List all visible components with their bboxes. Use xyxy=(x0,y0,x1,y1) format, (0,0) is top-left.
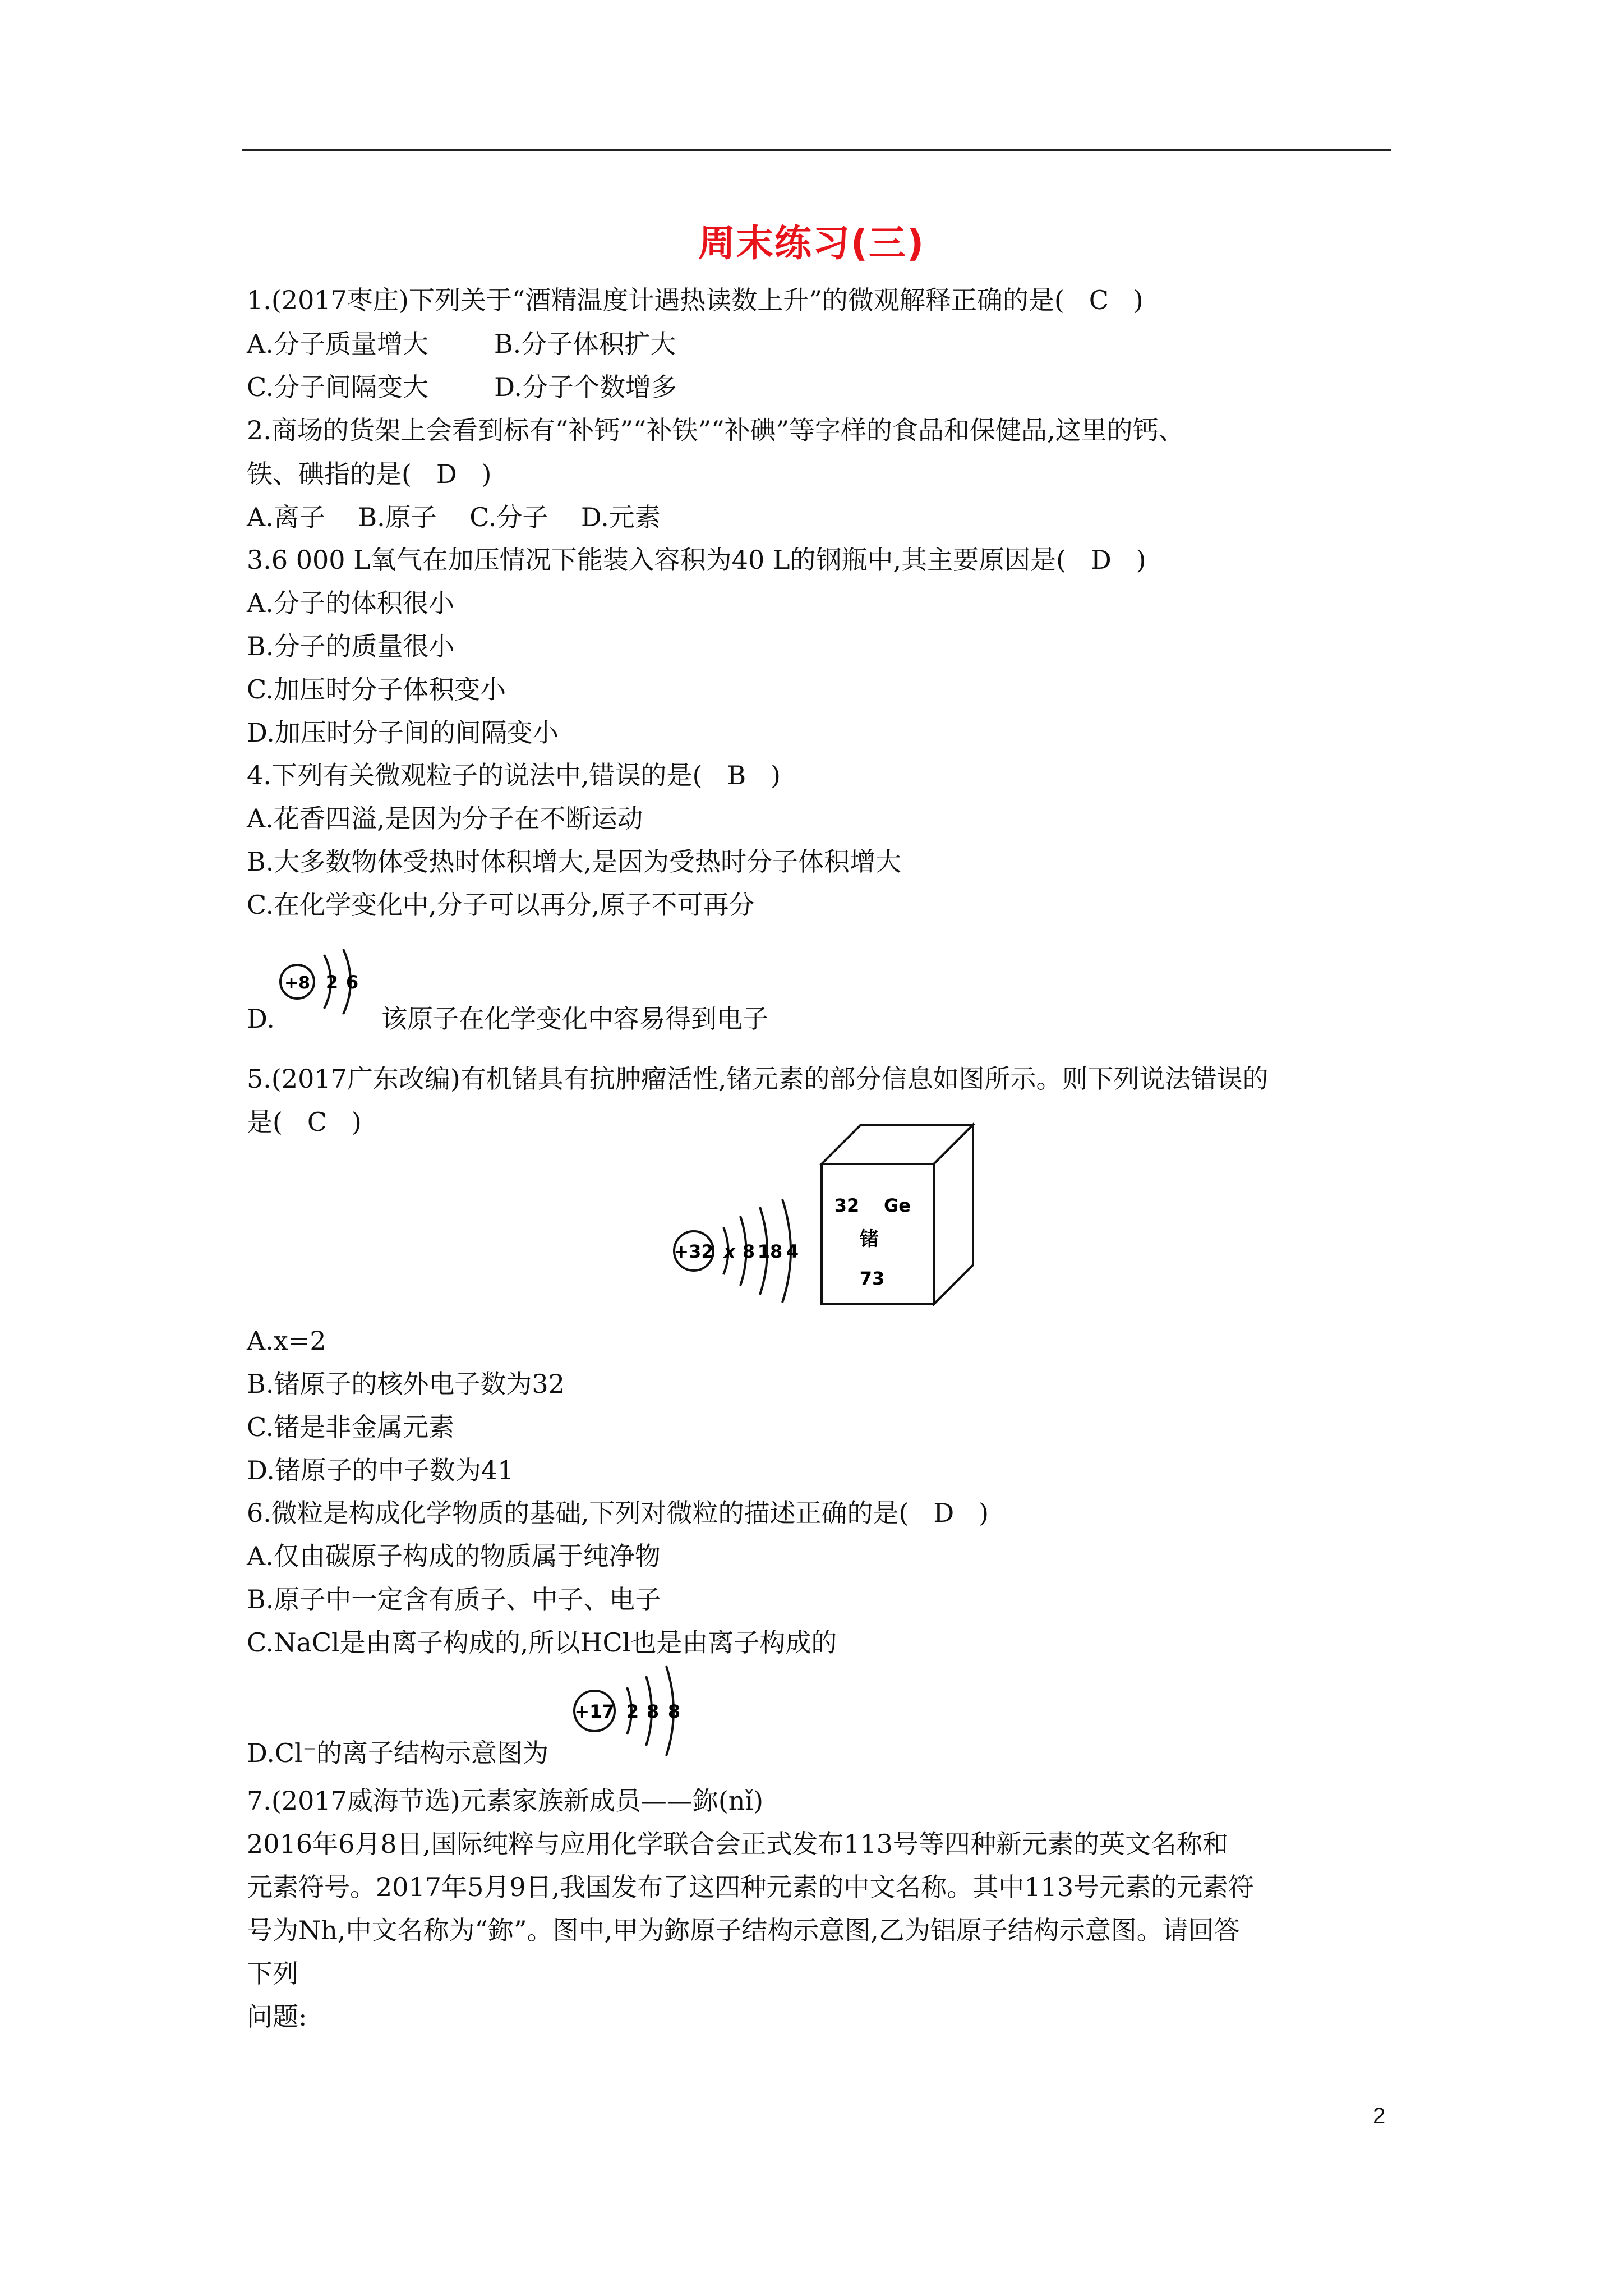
periodic-table-cell xyxy=(813,1116,981,1313)
q7-paragraph-line5: 问题: xyxy=(247,2001,307,2032)
shell-electrons-1: 2 xyxy=(626,1701,639,1722)
q2-options: A.离子 B.原子 C.分子 D.元素 xyxy=(247,502,661,532)
shell-electrons-2: 8 xyxy=(646,1701,660,1722)
q5-option-b: B.锗原子的核外电子数为32 xyxy=(247,1369,565,1399)
cell-side-face xyxy=(934,1125,973,1304)
page-number: 2 xyxy=(1373,2104,1386,2128)
element-name: 锗 xyxy=(860,1228,879,1250)
q4-option-d-text: 该原子在化学变化中容易得到电子 xyxy=(381,1004,768,1034)
shell-electrons-1: x xyxy=(723,1241,736,1262)
shell-electrons-4: 4 xyxy=(786,1241,799,1262)
q3-option-c: C.加压时分子体积变小 xyxy=(247,674,506,705)
q7-paragraph-line3: 号为Nh,中文名称为“鉨”。图中,甲为鉨原子结构示意图,乙为铝原子结构示意图。请回答 xyxy=(247,1915,1240,1945)
q3-stem: 3.6 000 L氧气在加压情况下能装入容积为40 L的钢瓶中,其主要原因是( D ) xyxy=(247,545,1146,575)
q2-stem-line2: 铁、碘指的是( D ) xyxy=(247,459,492,489)
q6-option-a: A.仅由碳原子构成的物质属于纯净物 xyxy=(247,1541,661,1571)
q6-option-d: D.Cl⁻的离子结构示意图为 xyxy=(247,1738,549,1768)
q7-paragraph-line4: 下列 xyxy=(247,1958,298,1989)
q6-option-b: B.原子中一定含有质子、中子、电子 xyxy=(247,1584,661,1614)
q4-option-d-label: D. xyxy=(247,1004,275,1034)
q4-option-a: A.花香四溢,是因为分子在不断运动 xyxy=(247,803,643,834)
shell-electrons-2: 6 xyxy=(345,972,359,993)
shell-electrons-3: 8 xyxy=(667,1701,681,1722)
shell-electrons-3: 18 xyxy=(757,1241,783,1262)
nucleus-charge: +32 xyxy=(674,1241,714,1262)
q1-stem: 1.(2017枣庄)下列关于“酒精温度计遇热读数上升”的微观解释正确的是( C ) xyxy=(247,285,1144,315)
q1-options-ab: A.分子质量增大 B.分子体积扩大 xyxy=(247,329,676,359)
shell-electrons-2: 8 xyxy=(742,1241,755,1262)
q5-stem-line1: 5.(2017广东改编)有机锗具有抗肿瘤活性,锗元素的部分信息如图所示。则下列说法错误的 xyxy=(247,1064,1269,1094)
q4-option-b: B.大多数物体受热时体积增大,是因为受热时分子体积增大 xyxy=(247,846,902,877)
q7-stem: 7.(2017威海节选)元素家族新成员——鉨(nǐ) xyxy=(247,1786,764,1816)
q3-option-a: A.分子的体积很小 xyxy=(247,588,454,618)
q4-option-c: C.在化学变化中,分子可以再分,原子不可再分 xyxy=(247,890,755,920)
germanium-atom-diagram xyxy=(670,1195,822,1307)
element-symbol: Ge xyxy=(884,1195,911,1216)
q1-options-cd: C.分子间隔变大 D.分子个数增多 xyxy=(247,372,677,402)
cell-top-face xyxy=(822,1125,973,1164)
q7-paragraph-line2: 元素符号。2017年5月9日,我国发布了这四种元素的中文名称。其中113号元素的元素符 xyxy=(247,1872,1255,1902)
atomic-number: 32 xyxy=(834,1195,860,1216)
page-title: 周末练习(三) xyxy=(698,222,925,265)
q5-option-d: D.锗原子的中子数为41 xyxy=(247,1455,514,1485)
q3-option-d: D.加压时分子间的间隔变小 xyxy=(247,717,559,748)
q3-option-b: B.分子的质量很小 xyxy=(247,631,455,661)
q6-option-c: C.NaCl是由离子构成的,所以HCl也是由离子构成的 xyxy=(247,1627,837,1658)
chloride-ion-diagram xyxy=(566,1660,695,1761)
q6-stem: 6.微粒是构成化学物质的基础,下列对微粒的描述正确的是( D ) xyxy=(247,1498,989,1528)
header-rule xyxy=(242,149,1391,151)
q7-paragraph-line1: 2016年6月8日,国际纯粹与应用化学联合会正式发布113号等四种新元素的英文名称和 xyxy=(247,1829,1229,1859)
oxygen-atom-diagram xyxy=(275,942,370,1027)
q2-stem-line1: 2.商场的货架上会看到标有“补钙”“补铁”“补碘”等字样的食品和保健品,这里的钙、 xyxy=(247,415,1184,445)
atomic-mass: 73 xyxy=(859,1268,885,1289)
shell-electrons-1: 2 xyxy=(325,972,339,993)
q5-stem-line2: 是( C ) xyxy=(247,1107,362,1137)
nucleus-charge: +8 xyxy=(284,973,311,993)
q4-stem: 4.下列有关微观粒子的说法中,错误的是( B ) xyxy=(247,760,781,790)
nucleus-charge: +17 xyxy=(574,1701,615,1722)
q5-option-c: C.锗是非金属元素 xyxy=(247,1412,455,1442)
q5-option-a: A.x=2 xyxy=(247,1326,326,1356)
